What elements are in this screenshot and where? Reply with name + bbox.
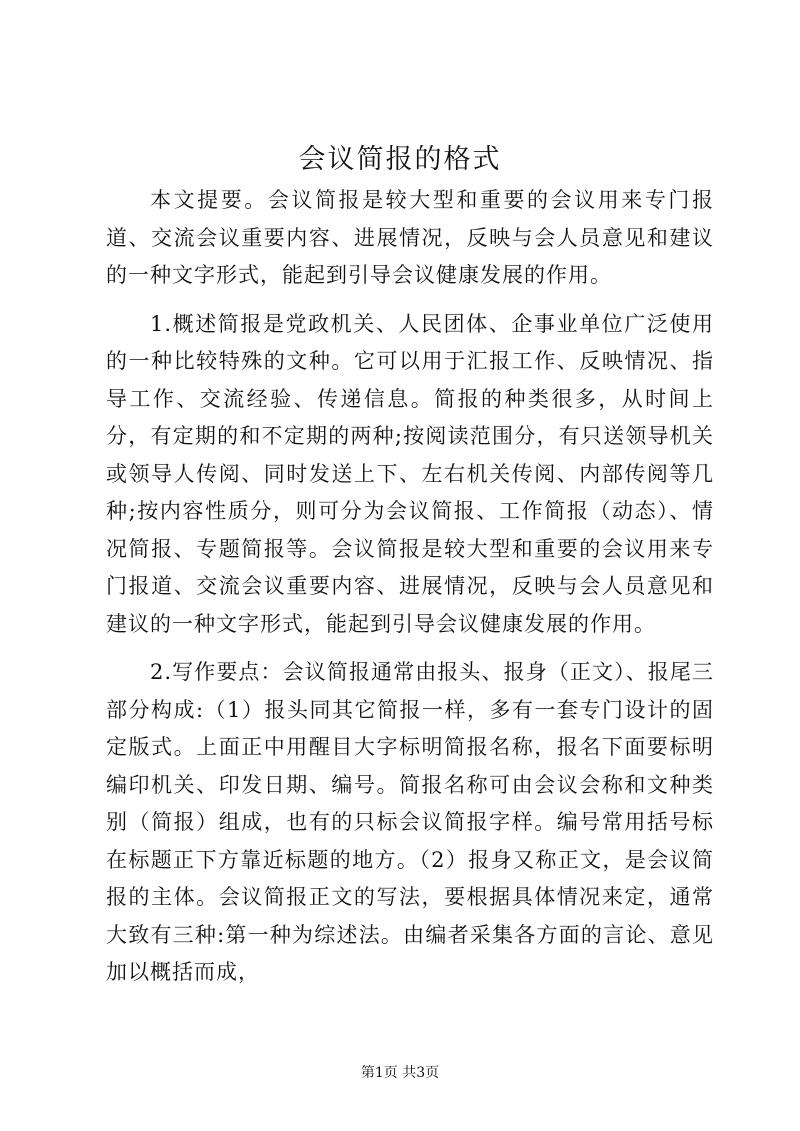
document-title: 会议简报的格式 [298, 144, 502, 175]
page-footer [0, 1063, 800, 1083]
paragraph-summary: 本文提要。会议简报是较大型和重要的会议用来专门报道、交流会议重要内容、进展情况，反映与会人员意见和建议的一种文字形式，能起到引导会议健康发展的作用。 [106, 188, 714, 287]
document-body [106, 182, 714, 1003]
page-number-label: 第1页 共3页 [360, 1065, 440, 1081]
paragraph-overview: 1.概述简报是党政机关、人民团体、企事业单位广泛使用的一种比较特殊的文种。它可以用于汇报工作、反映情况、指导工作、交流经验、传递信息。简报的种类很多，从时间上分，有定期的和不定期的两种;按阅读范围分，有只送领导机关或领导人传阅、同时发送上下、左右机关传阅、内部传阅等几种;按内容性质分，则可分为会议简报、工作简报（动态）、情况简报、专题简报等。会议简报是较大型和重要的会议用来专门报道、交流会议重要内容、进展情况，反映与会人员意见和建议的一种文字形式，能起到引导会议健康发展的作用。 [106, 311, 714, 636]
paragraph-writing-points: 2.写作要点：会议简报通常由报头、报身（正文）、报尾三部分构成:（1）报头同其它简报一样，多有一套专门设计的固定版式。上面正中用醒目大字标明简报名称，报名下面要标明编印机关、印发日期、编号。简报名称可由会议会称和文种类别（简报）组成，也有的只标会议简报字样。编号常用括号标在标题正下方靠近标题的地方。（2）报身又称正文，是会议简报的主体。会议简报正文的写法，要根据具体情况来定，通常大致有三种:第一种为综述法。由编者采集各方面的言论、意见加以概括而成， [106, 660, 714, 984]
